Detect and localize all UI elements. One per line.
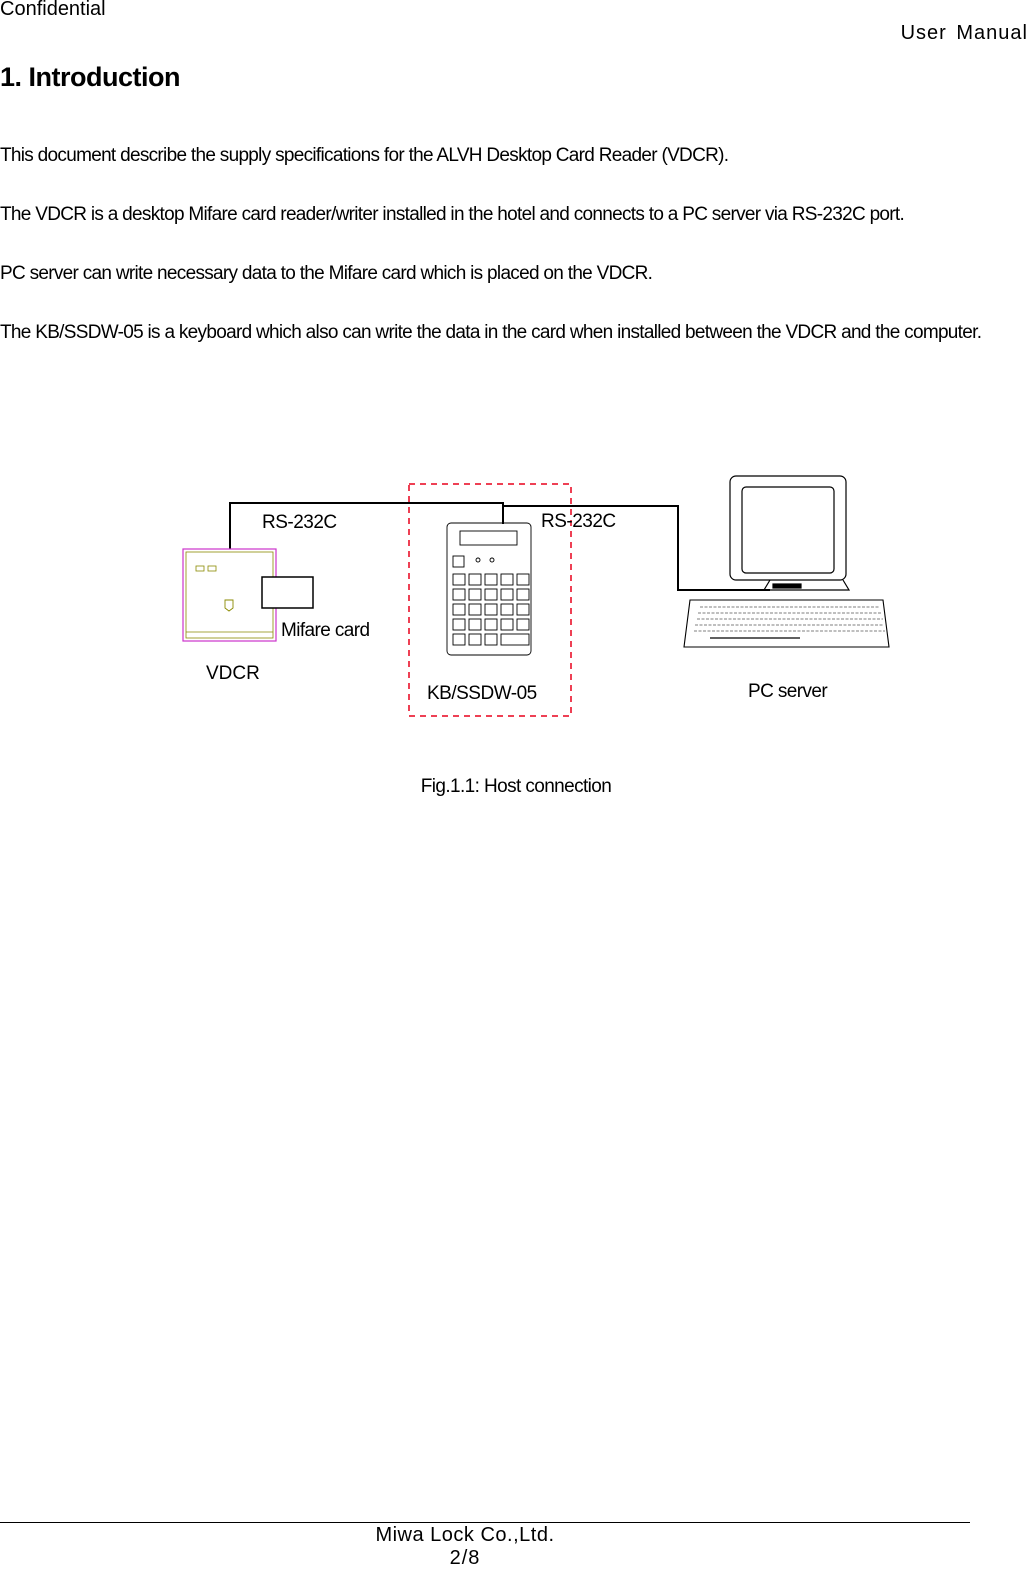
intro-paragraph-1: This document describe the supply specifications for the ALVH Desktop Card Reader (VDCR).	[0, 145, 729, 166]
label-rs232c-left: RS-232C	[262, 512, 337, 533]
pc-server-monitor	[730, 476, 849, 590]
intro-paragraph-4: The KB/SSDW-05 is a keyboard which also can write the data in the card when installed between the VDCR and the computer.	[0, 322, 982, 343]
intro-paragraph-2: The VDCR is a desktop Mifare card reader/writer installed in the hotel and connects to a PC server via RS-232C port.	[0, 204, 905, 225]
label-pc-server: PC server	[748, 681, 828, 702]
footer-company: Miwa Lock Co.,Ltd.	[375, 1524, 555, 1546]
figure-caption: Fig.1.1: Host connection	[420, 776, 612, 797]
footer-divider	[0, 1522, 970, 1523]
header-confidential: Confidential	[0, 0, 106, 20]
intro-paragraph-3: PC server can write necessary data to the Mifare card which is placed on the VDCR.	[0, 263, 653, 284]
host-connection-diagram	[0, 460, 1032, 730]
kb-ssdw-05-keypad	[447, 523, 531, 655]
label-rs232c-right: RS-232C	[541, 511, 616, 532]
footer-page-number: 2/8	[449, 1547, 481, 1569]
label-mifare-card: Mifare card	[281, 620, 370, 641]
label-vdcr: VDCR	[206, 663, 260, 684]
label-kb-ssdw-05: KB/SSDW-05	[427, 683, 537, 704]
mifare-card	[262, 577, 313, 608]
section-title: 1. Introduction	[0, 62, 180, 92]
header-user-manual: User Manual	[900, 22, 1028, 44]
pc-server-keyboard	[684, 600, 889, 647]
